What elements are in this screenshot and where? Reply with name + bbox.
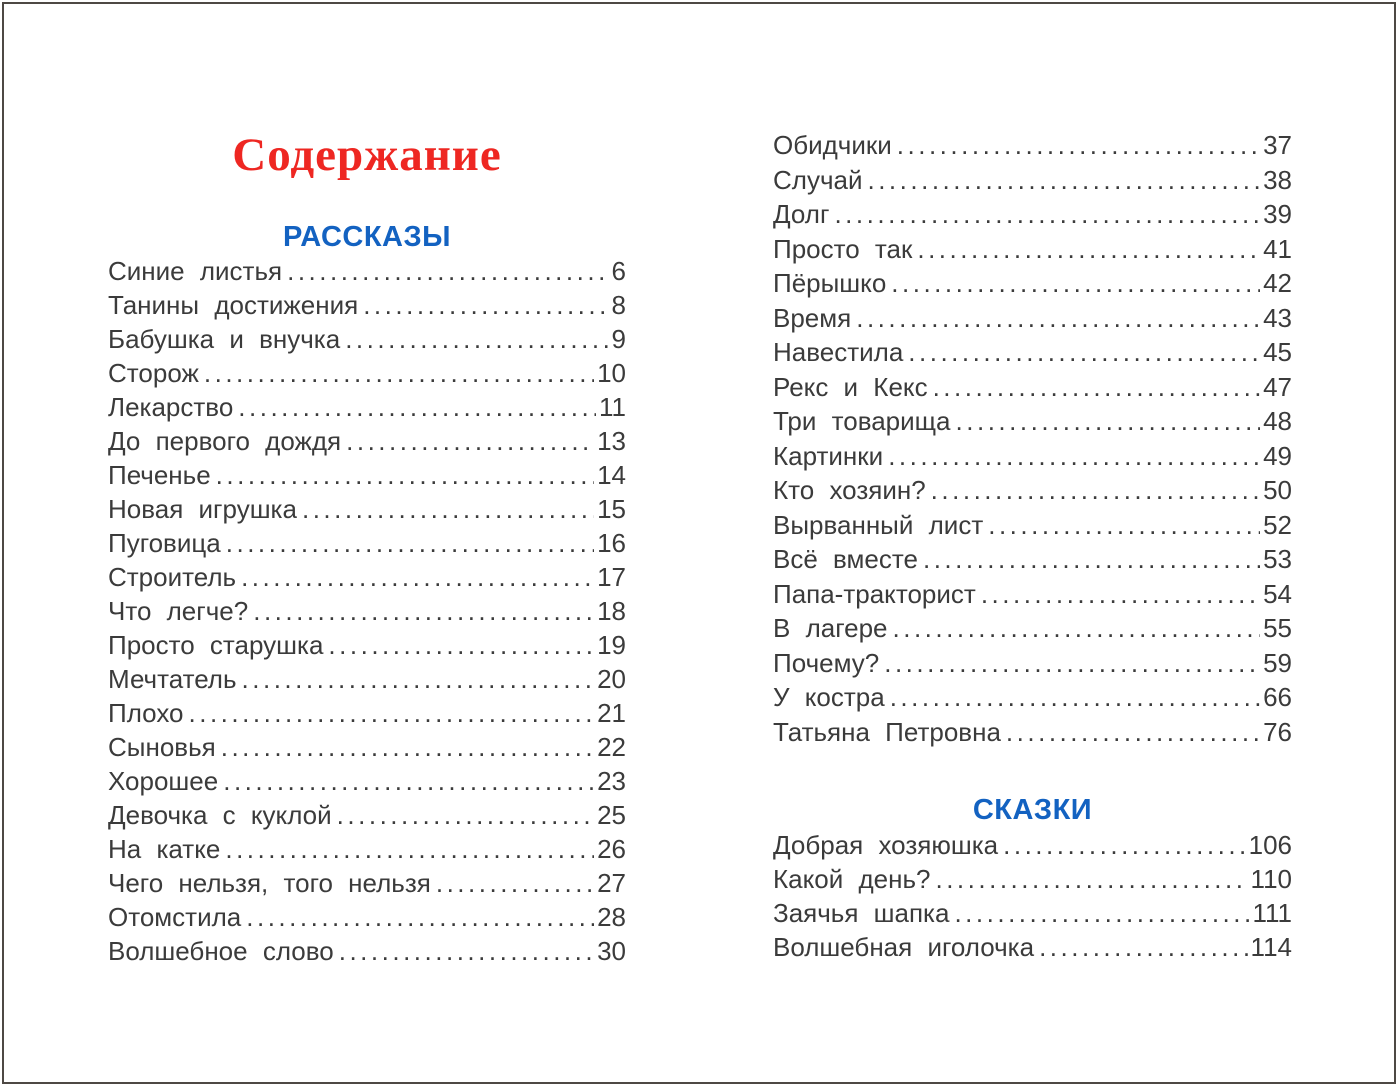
toc-entry-title: Картинки xyxy=(773,440,884,471)
toc-entry xyxy=(773,337,1292,372)
toc-entry-page: 47 xyxy=(1263,371,1292,402)
toc-entry-page: 27 xyxy=(597,868,626,898)
toc-entry-title: У костра xyxy=(773,682,885,712)
dot-leader xyxy=(246,902,594,933)
toc-entry-page: 39 xyxy=(1263,199,1292,229)
toc-entry-page: 8 xyxy=(611,290,626,320)
dot-leader xyxy=(216,460,594,491)
toc-entry-title: Волшебное слово xyxy=(108,936,334,966)
dot-leader xyxy=(287,256,608,287)
toc-entry-page: 41 xyxy=(1263,233,1292,264)
section-heading-tales: СКАЗКИ xyxy=(972,794,1093,826)
toc-entry-title: Случай xyxy=(773,164,863,195)
toc-entry-title: Печенье xyxy=(108,460,211,490)
dot-leader xyxy=(856,303,1260,334)
toc-entry-page: 26 xyxy=(597,834,626,864)
dot-leader xyxy=(834,199,1260,230)
dot-leader xyxy=(897,130,1260,161)
toc-entry-title: Новая игрушка xyxy=(108,494,297,524)
toc-entry-page: 38 xyxy=(1263,164,1292,195)
dot-leader xyxy=(988,510,1260,541)
dot-leader xyxy=(931,475,1260,506)
toc-entry xyxy=(773,303,1292,338)
toc-entry-page: 42 xyxy=(1263,268,1292,298)
dot-leader xyxy=(884,648,1260,679)
toc-entry-title: Долг xyxy=(773,199,830,229)
dot-leader xyxy=(867,165,1260,196)
toc-entry-title: Хорошее xyxy=(108,766,219,796)
toc-entry xyxy=(773,717,1292,752)
toc-entry xyxy=(108,324,626,358)
dot-leader xyxy=(1006,717,1260,748)
toc-entry xyxy=(773,544,1292,579)
toc-entry-page: 19 xyxy=(597,630,626,660)
toc-entry-page: 30 xyxy=(597,936,626,966)
dot-leader xyxy=(923,544,1260,575)
toc-entry-page: 114 xyxy=(1250,932,1292,962)
toc-entry xyxy=(108,392,626,426)
toc-entry-page: 110 xyxy=(1250,864,1292,894)
toc-entry-page: 6 xyxy=(611,256,626,286)
toc-entry-title: Сторож xyxy=(108,358,199,388)
dot-leader xyxy=(337,800,594,831)
toc-entry-page: 13 xyxy=(597,426,626,456)
toc-entry xyxy=(773,268,1292,303)
dot-leader xyxy=(221,732,594,763)
toc-entry xyxy=(773,932,1292,966)
toc-entry xyxy=(108,528,626,562)
toc-entry-page: 50 xyxy=(1263,475,1292,505)
toc-entry xyxy=(108,834,626,868)
toc-entry xyxy=(108,902,626,936)
toc-entry-page: 45 xyxy=(1263,337,1292,367)
toc-entry xyxy=(108,698,626,732)
toc-entry xyxy=(773,648,1292,683)
toc-entry-title: Волшебная иголочка xyxy=(773,932,1035,962)
toc-entry-title: Танины достижения xyxy=(108,290,359,320)
toc-entry xyxy=(108,562,626,596)
dot-leader xyxy=(223,766,594,797)
toc-entry-page: 66 xyxy=(1263,682,1292,712)
toc-entry xyxy=(108,630,626,664)
toc-entry xyxy=(108,256,626,290)
dot-leader xyxy=(225,834,594,865)
toc-entry-page: 49 xyxy=(1263,440,1292,471)
toc-entry-page: 10 xyxy=(597,358,626,388)
toc-entry-page: 22 xyxy=(597,732,626,762)
dot-leader xyxy=(1039,932,1247,963)
toc-entry-page: 25 xyxy=(597,800,626,830)
toc-entry xyxy=(773,372,1292,407)
toc-entry-title: Три товарища xyxy=(773,406,951,436)
toc-entry-title: Девочка с куклой xyxy=(108,800,332,830)
toc-entry xyxy=(108,460,626,494)
toc-entry xyxy=(773,441,1292,476)
dot-leader xyxy=(908,337,1260,368)
toc-entry-title: Отомстила xyxy=(108,902,242,932)
toc-entry-title: Строитель xyxy=(108,562,237,592)
toc-entry-title: Рекс и Кекс xyxy=(773,371,928,402)
toc-entry-page: 37 xyxy=(1263,130,1292,160)
dot-leader xyxy=(328,630,594,661)
toc-entry-title: На катке xyxy=(108,834,221,864)
toc-entry-title: Мечтатель xyxy=(108,664,237,694)
toc-entry-title: Всё вместе xyxy=(773,544,918,574)
dot-leader xyxy=(917,234,1260,265)
toc-entry-page: 48 xyxy=(1263,406,1292,436)
toc-entry xyxy=(773,613,1292,648)
toc-entry-title: До первого дождя xyxy=(108,426,342,456)
dot-leader xyxy=(981,579,1260,610)
toc-entry-title: Что легче? xyxy=(108,596,249,626)
toc-entry-page: 59 xyxy=(1263,647,1292,678)
toc-entry xyxy=(108,664,626,698)
dot-leader xyxy=(363,290,608,321)
dot-leader xyxy=(242,664,595,695)
toc-entry xyxy=(773,864,1292,898)
toc-entry xyxy=(108,426,626,460)
dot-leader xyxy=(302,494,594,525)
dot-leader xyxy=(890,682,1260,713)
toc-entry-title: Папа-тракторист xyxy=(773,578,976,609)
toc-entry xyxy=(108,290,626,324)
toc-entry-page: 28 xyxy=(597,902,626,932)
toc-entry-page: 54 xyxy=(1263,578,1292,609)
toc-entry-title: Навестила xyxy=(773,337,904,367)
toc-entry xyxy=(773,234,1292,269)
toc-entry-title: Кто хозяин? xyxy=(773,475,926,505)
dot-leader xyxy=(241,562,594,593)
dot-leader xyxy=(339,936,594,967)
toc-entry-page: 52 xyxy=(1263,509,1292,540)
toc-column-right-tales xyxy=(773,830,1292,966)
toc-entry-page: 14 xyxy=(597,460,626,490)
toc-entry-page: 16 xyxy=(597,528,626,558)
toc-entry-title: Заячья шапка xyxy=(773,898,950,928)
toc-entry-title: Добрая хозяюшка xyxy=(773,830,999,860)
toc-entry-title: Время xyxy=(773,302,852,333)
toc-entry-title: Какой день? xyxy=(773,864,931,894)
toc-entry xyxy=(108,800,626,834)
toc-entry xyxy=(773,898,1292,932)
toc-entry xyxy=(108,358,626,392)
toc-entry xyxy=(773,510,1292,545)
toc-column-left xyxy=(108,256,626,970)
toc-entry-page: 18 xyxy=(597,596,626,626)
toc-entry xyxy=(773,579,1292,614)
dot-leader xyxy=(893,613,1261,644)
dot-leader xyxy=(204,358,594,389)
toc-entry-title: Пёрышко xyxy=(773,268,887,298)
dot-leader xyxy=(253,596,594,627)
toc-entry-page: 9 xyxy=(611,324,626,354)
toc-entry-page: 23 xyxy=(597,766,626,796)
toc-entry-title: Обидчики xyxy=(773,130,892,160)
dot-leader xyxy=(345,324,608,355)
toc-entry xyxy=(773,130,1292,165)
toc-entry xyxy=(108,596,626,630)
toc-entry-page: 53 xyxy=(1263,544,1292,574)
dot-leader xyxy=(888,441,1260,472)
toc-entry-title: Татьяна Петровна xyxy=(773,716,1001,747)
toc-entry-title: Чего нельзя, того нельзя xyxy=(108,868,431,898)
toc-entry xyxy=(108,868,626,902)
toc-entry xyxy=(773,406,1292,441)
dot-leader xyxy=(891,268,1260,299)
toc-entry xyxy=(108,936,626,970)
toc-column-right-continued xyxy=(773,130,1292,751)
dot-leader xyxy=(226,528,594,559)
toc-entry-title: Сыновья xyxy=(108,732,216,762)
toc-entry-title: Почему? xyxy=(773,647,880,678)
toc-entry xyxy=(773,199,1292,234)
toc-entry-page: 55 xyxy=(1263,613,1292,643)
toc-entry xyxy=(773,475,1292,510)
toc-entry-title: Просто старушка xyxy=(108,630,324,660)
toc-entry xyxy=(108,732,626,766)
toc-entry-title: Вырванный лист xyxy=(773,509,984,540)
toc-entry-page: 20 xyxy=(597,664,626,694)
dot-leader xyxy=(956,406,1261,437)
toc-entry-title: Лекарство xyxy=(108,392,234,422)
toc-entry xyxy=(108,766,626,800)
toc-entry-page: 43 xyxy=(1263,302,1292,333)
dot-leader xyxy=(954,898,1249,929)
toc-entry-page: 106 xyxy=(1248,830,1292,860)
toc-entry xyxy=(108,494,626,528)
dot-leader xyxy=(238,392,596,423)
toc-entry-title: Просто так xyxy=(773,233,913,264)
toc-entry-page: 15 xyxy=(597,494,626,524)
toc-entry-page: 76 xyxy=(1263,716,1292,747)
dot-leader xyxy=(935,864,1247,895)
toc-entry xyxy=(773,682,1292,717)
section-heading-stories: РАССКАЗЫ xyxy=(282,221,452,253)
toc-entry xyxy=(773,165,1292,200)
toc-entry xyxy=(773,830,1292,864)
toc-entry-page: 11 xyxy=(599,392,626,422)
page-title: Содержание xyxy=(232,129,502,181)
dot-leader xyxy=(1003,830,1245,861)
dot-leader xyxy=(189,698,595,729)
dot-leader xyxy=(436,868,594,899)
toc-entry-title: Плохо xyxy=(108,698,184,728)
toc-entry-page: 17 xyxy=(597,562,626,592)
toc-entry-title: В лагере xyxy=(773,613,888,643)
dot-leader xyxy=(933,372,1261,403)
toc-entry-page: 111 xyxy=(1252,898,1292,928)
dot-leader xyxy=(346,426,594,457)
toc-entry-title: Бабушка и внучка xyxy=(108,324,341,354)
toc-entry-page: 21 xyxy=(597,698,626,728)
toc-entry-title: Синие листья xyxy=(108,256,283,286)
toc-entry-title: Пуговица xyxy=(108,528,221,558)
